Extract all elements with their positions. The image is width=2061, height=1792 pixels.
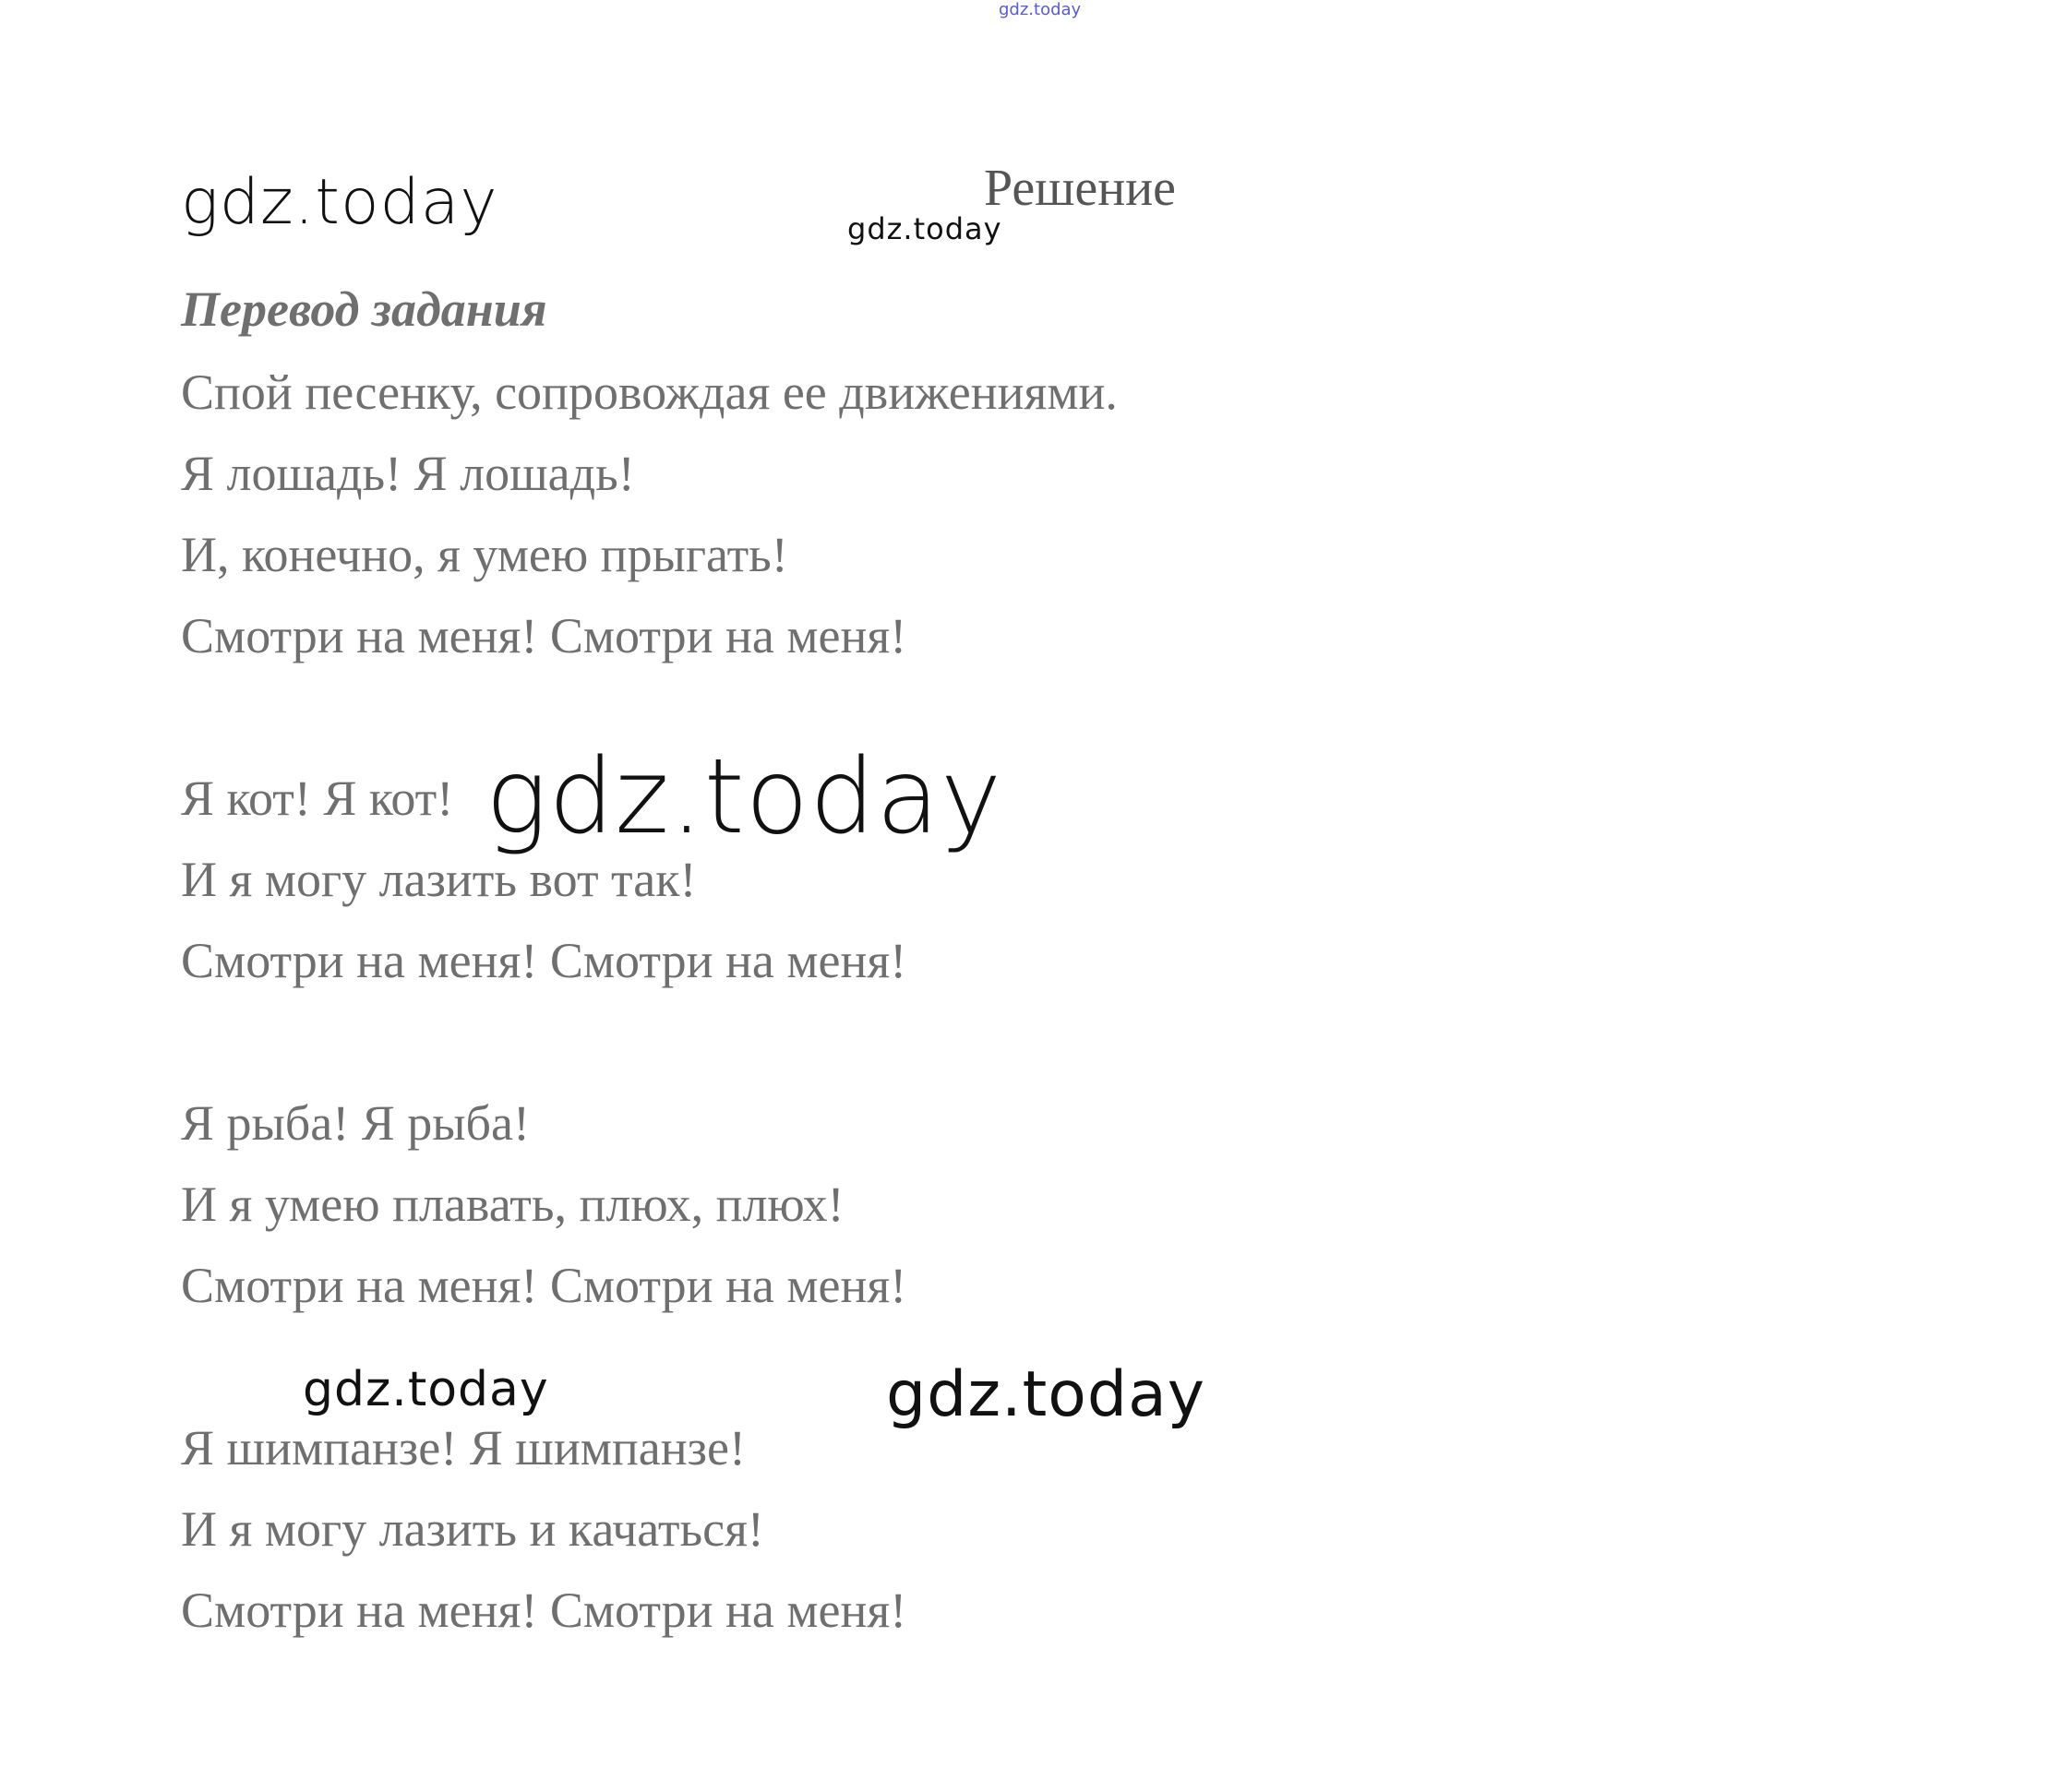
verse-1-line-1: Я лошадь! Я лошадь! xyxy=(181,446,635,501)
watermark-top: gdz.today xyxy=(999,0,1082,19)
page-title: Решение xyxy=(984,160,1177,217)
verse-2-line-1: Я кот! Я кот! xyxy=(181,771,454,826)
instruction-line: Спой песенку, сопровождая ее движениями. xyxy=(181,364,1118,420)
verse-4-line-1: Я шимпанзе! Я шимпанзе! xyxy=(181,1420,746,1475)
verse-4-line-3: Смотри на меня! Смотри на меня! xyxy=(181,1583,907,1638)
verse-3-line-1: Я рыба! Я рыба! xyxy=(181,1095,530,1151)
verse-1-line-2: И, конечно, я умею прыгать! xyxy=(181,527,788,582)
watermark-lower-right: gdz.today xyxy=(886,1358,1205,1431)
verse-4-line-2: И я могу лазить и качаться! xyxy=(181,1501,764,1557)
verse-2-line-3: Смотри на меня! Смотри на меня! xyxy=(181,933,907,988)
verse-3-line-2: И я умею плавать, плюх, плюх! xyxy=(181,1177,845,1232)
verse-3-line-3: Смотри на меня! Смотри на меня! xyxy=(181,1258,907,1313)
watermark-header-left: gdz.today xyxy=(181,166,498,239)
watermark-lower-left: gdz.today xyxy=(303,1362,549,1417)
watermark-header-small: gdz.today xyxy=(847,211,1002,246)
verse-1-line-3: Смотри на меня! Смотри на меня! xyxy=(181,608,907,663)
verse-2-line-2: И я могу лазить вот так! xyxy=(181,852,697,907)
section-heading: Перевод задания xyxy=(181,281,547,337)
watermark-center-large: gdz.today xyxy=(485,737,1003,857)
